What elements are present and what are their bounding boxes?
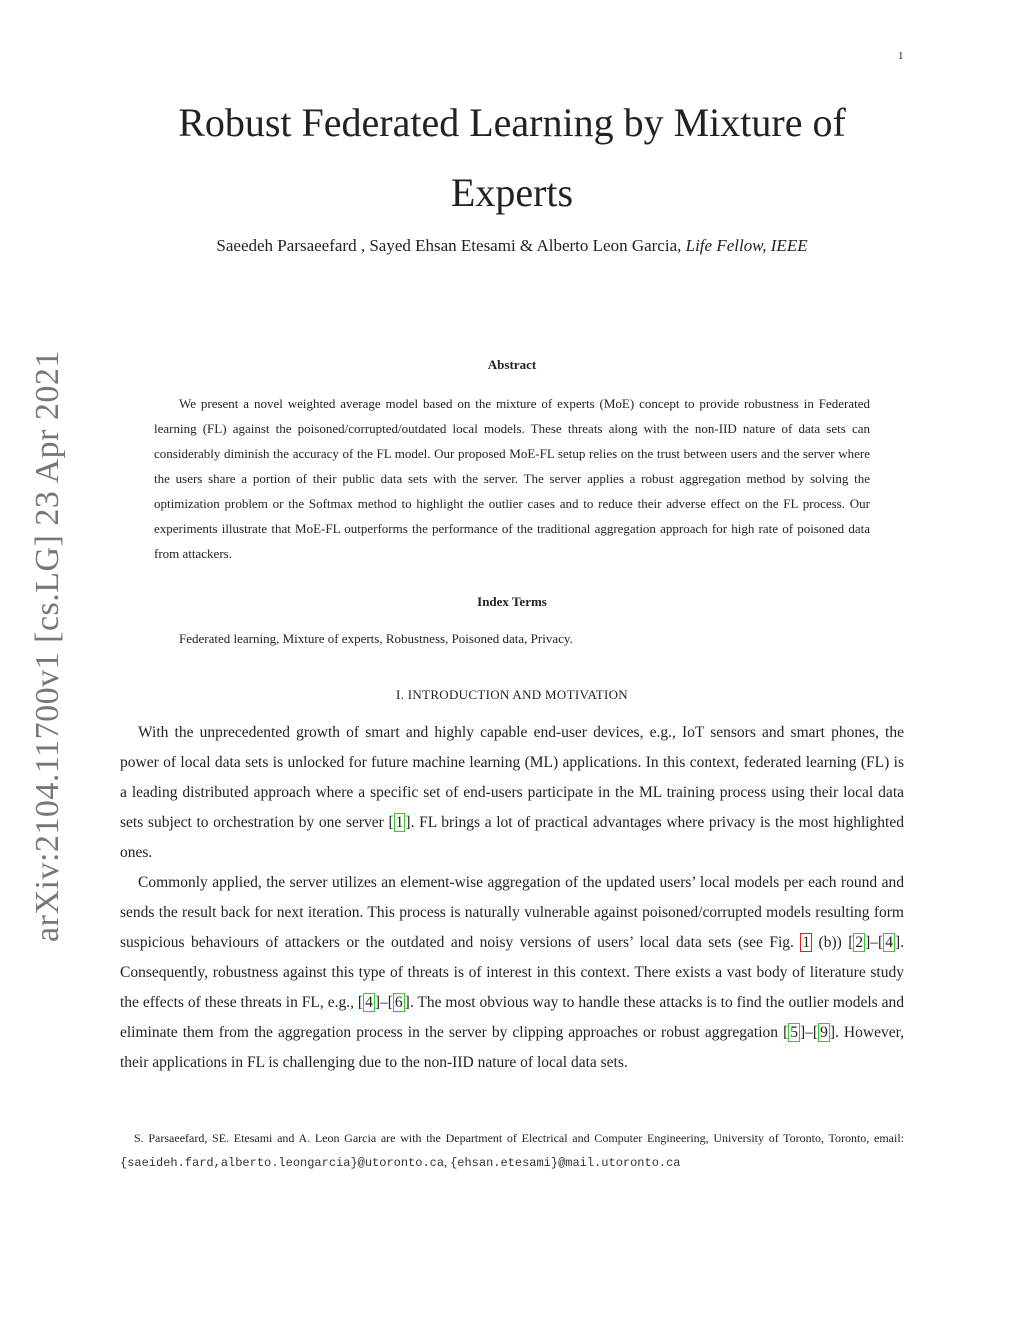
abstract-heading: Abstract xyxy=(487,357,537,372)
index-terms-heading: Index Terms xyxy=(477,594,547,609)
text-run: Commonly applied, the server utilizes an element-wise aggregation of the updated users’ local models per each round and sends the result back for next iteration. This process is naturally vulnerable against poisoned/corrupted models resulting form suspicious behaviours of attackers or the outdated and noisy versions of users’ local data sets (see Fig. xyxy=(120,874,904,951)
intro-paragraph-1: With the unprecedented growth of smart and highly capable end-user devices, e.g., IoT sensors and smart phones, the power of local data sets is unlocked for future machine learning (ML) applications. In this context, federated learning (FL) is a leading distributed approach where a specific set of end-users participate in the ML training process using their local data sets subject to orchestration by one server [ 1 ]. FL brings a lot of practical advantages where privacy is the most highlighted ones. xyxy=(120,724,904,861)
page-number: 1 xyxy=(898,50,904,62)
citation-link[interactable]: 9 xyxy=(820,1024,828,1041)
index-terms-text: Federated learning, Mixture of experts, Robustness, Poisoned data, Privacy. xyxy=(179,631,573,646)
email-address-2[interactable]: {ehsan.etesami}@mail.utoronto.ca xyxy=(450,1156,681,1170)
intro-paragraph-2 xyxy=(120,868,904,1078)
title-line-2: Experts xyxy=(450,170,574,215)
author-names: Saeedeh Parsaeefard , Sayed Ehsan Etesami & Alberto Leon Garcia, xyxy=(216,236,682,255)
author-affiliation: Life Fellow, IEEE xyxy=(685,236,808,255)
text-run: ]. Consequently, robustness against this type of threats is of interest in this context. There exists a vast body of literature study the effects of these threats in FL, e.g., [ xyxy=(120,934,904,1011)
section-title-part-1: NTRODUCTION AND xyxy=(412,687,546,702)
text-run: (b)) [ xyxy=(812,934,854,951)
paper-title xyxy=(120,88,904,228)
citation-link[interactable]: 4 xyxy=(885,934,893,951)
title-line-1: Robust Federated Learning by Mixture of xyxy=(178,100,846,145)
section-numeral: I. I xyxy=(396,687,413,702)
introduction-body xyxy=(120,718,904,1078)
text-run: With the unprecedented growth of smart and highly capable end-user devices, e.g., IoT sensors and smart phones, the power of local data sets is unlocked for future machine learning (ML) applications. In this context, federated learning (FL) is a leading distributed approach where a specific set of end-users participate in the ML training process using their local data sets subject to orchestration by one server xyxy=(120,724,904,831)
arxiv-identifier-stamp: arXiv:2104.11700v1 [cs.LG] 23 Apr 2021 xyxy=(29,350,66,942)
text-run: . FL brings a lot of practical advantages where privacy is the most highlighted ones. xyxy=(120,814,904,861)
citation-link[interactable]: 1 xyxy=(395,814,404,831)
text-run: ]. However, their applications in FL is challenging due to the non-IID nature of local data sets. xyxy=(120,1024,904,1071)
abstract-text: We present a novel weighted average model based on the mixture of experts (MoE) concept to provide robustness in Federated learning (FL) against the poisoned/corrupted/outdated local models. These threats along with the non-IID nature of data sets can considerably diminish the accuracy of the FL model. Our proposed MoE-FL setup relies on the trust between users and the server where the users share a portion of their public data sets with the server. The server applies a robust aggregation method by solving the optimization problem or the Softmax method to highlight the outlier cases and to reduce their adverse effect on the FL process. Our experiments illustrate that MoE-FL outperforms the performance of the traditional aggregation approach for high rate of poisoned data from attackers. xyxy=(154,396,870,561)
footnote-text: S. Parsaeefard, SE. Etesami and A. Leon Garcia are with the Department of Electrical and Computer Engineering, University of Toronto, Toronto, email: xyxy=(134,1131,904,1145)
text-run: ]–[ xyxy=(374,994,393,1011)
author-list xyxy=(120,236,904,256)
figure-reference-link[interactable]: 1 xyxy=(802,934,811,951)
text-run: ]–[ xyxy=(800,1024,819,1041)
section-heading-introduction xyxy=(120,687,904,703)
footnote-separator: , xyxy=(444,1155,451,1169)
email-address-1[interactable]: {saeideh.fard,alberto.leongarcia}@utoronto.ca xyxy=(120,1156,445,1170)
text-run: ]. The most obvious way to handle these attacks is to find the outlier models and eliminate them from the aggregation process in the server by clipping approaches or robust aggregation [ xyxy=(120,994,904,1041)
author-footnote xyxy=(120,1126,904,1175)
text-run: ]–[ xyxy=(865,934,884,951)
section-title-part-3: OTIVATION xyxy=(556,687,628,702)
citation-link[interactable]: 5 xyxy=(790,1024,798,1041)
citation-link[interactable]: 2 xyxy=(855,934,864,951)
section-title-part-2: M xyxy=(545,687,557,702)
citation-link[interactable]: 6 xyxy=(394,994,403,1011)
citation-link[interactable]: 4 xyxy=(365,994,373,1011)
